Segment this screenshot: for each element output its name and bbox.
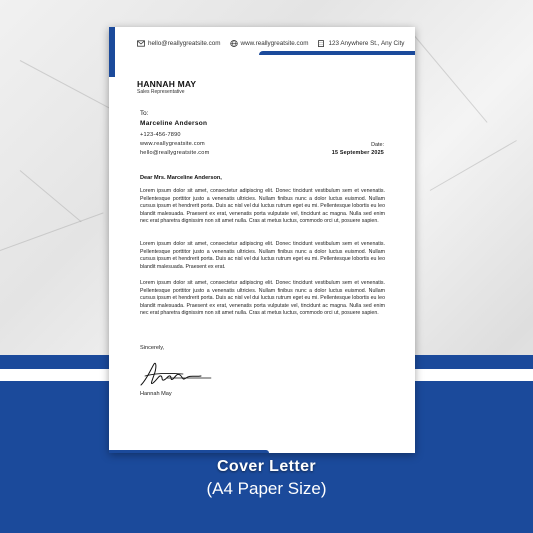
marble-vein xyxy=(430,140,517,191)
marble-vein xyxy=(410,30,488,123)
contact-website-text: www.reallygreatsite.com xyxy=(240,40,309,47)
left-accent-bar xyxy=(109,27,115,77)
sender-name: HANNAH MAY xyxy=(137,79,197,89)
recipient-name: Marceline Anderson xyxy=(140,120,208,127)
recipient-phone: +123-456-7890 xyxy=(140,132,181,138)
to-label: To: xyxy=(140,110,149,117)
building-icon xyxy=(317,40,325,47)
sender-title: Sales Representative xyxy=(137,89,185,95)
contact-email-text: hello@reallygreatsite.com xyxy=(148,40,221,47)
letter-closing: Sincerely, xyxy=(140,345,165,351)
marble-vein xyxy=(20,170,82,222)
handwritten-signature xyxy=(139,361,213,387)
contact-address xyxy=(317,40,404,47)
letter-paragraph: Lorem ipsum dolor sit amet, consectetur adipiscing elit. Donec tincidunt vestibulum sem et venenatis. Pellentesque porttitor justo a venenatis ultricies. Nullam finibus nunc a dolor luctus euismod. Nullam cursus ipsum et hendrerit porta. Duis ac nisl vel dui luctus rutrum eget eu mi. Pellentesque lobortis eu leo blandit malesuada. Praesent ex erat, venenatis porta vulputate vel, tincidunt ac magna. Nulla sed enim nec erat pharetra dignissim non sit amet nulla. Cras at metus luctus, commodo orci ut, posuere sapien. xyxy=(140,188,385,225)
caption-title: Cover Letter xyxy=(216,458,317,475)
letter-page xyxy=(109,27,415,453)
signer-name: Hannah May xyxy=(140,391,172,397)
contact-website xyxy=(230,40,309,47)
footer-accent-bar xyxy=(109,450,269,453)
recipient-website: www.reallygreatsite.com xyxy=(140,141,205,147)
letter-greeting: Dear Mrs. Marceline Anderson, xyxy=(140,175,222,181)
caption-subtitle: (A4 Paper Size) xyxy=(206,479,327,498)
contact-email xyxy=(137,40,221,47)
recipient-email: hello@reallygreatsite.com xyxy=(140,150,210,156)
date-label: Date: xyxy=(371,142,384,148)
header-accent-bar xyxy=(259,51,415,55)
contact-row xyxy=(137,40,409,47)
letter-paragraph: Lorem ipsum dolor sit amet, consectetur adipiscing elit. Donec tincidunt vestibulum sem et venenatis. Pellentesque porttitor justo a venenatis ultricies. Nullam finibus nunc a dolor luctus euismod. Nullam cursus ipsum et hendrerit porta. Duis ac nisl vel dui luctus rutrum eget eu mi. Pellentesque lobortis eu leo blandit malesuada. Praesent ex erat, venenatis porta vulputate vel, tincidunt ac magna. Nulla sed enim nec erat pharetra dignissim non sit amet nulla. Cras at metus luctus, commodo orci ut, posuere sapien. xyxy=(140,280,385,317)
envelope-icon xyxy=(137,40,145,47)
marble-vein xyxy=(0,212,104,251)
letter-paragraph: Lorem ipsum dolor sit amet, consectetur adipiscing elit. Donec tincidunt vestibulum sem et venenatis. Pellentesque porttitor justo a venenatis ultricies. Nullam finibus nunc a dolor luctus euismod. Nullam cursus ipsum et hendrerit porta. Duis ac nisl vel dui luctus rutrum eget eu mi. Pellentesque lobortis eu leo blandit malesuada. Praesent ex erat. xyxy=(140,241,385,270)
date-value: 15 September 2025 xyxy=(331,150,384,156)
contact-address-text: 123 Anywhere St., Any City xyxy=(328,40,405,47)
globe-icon xyxy=(230,40,238,47)
